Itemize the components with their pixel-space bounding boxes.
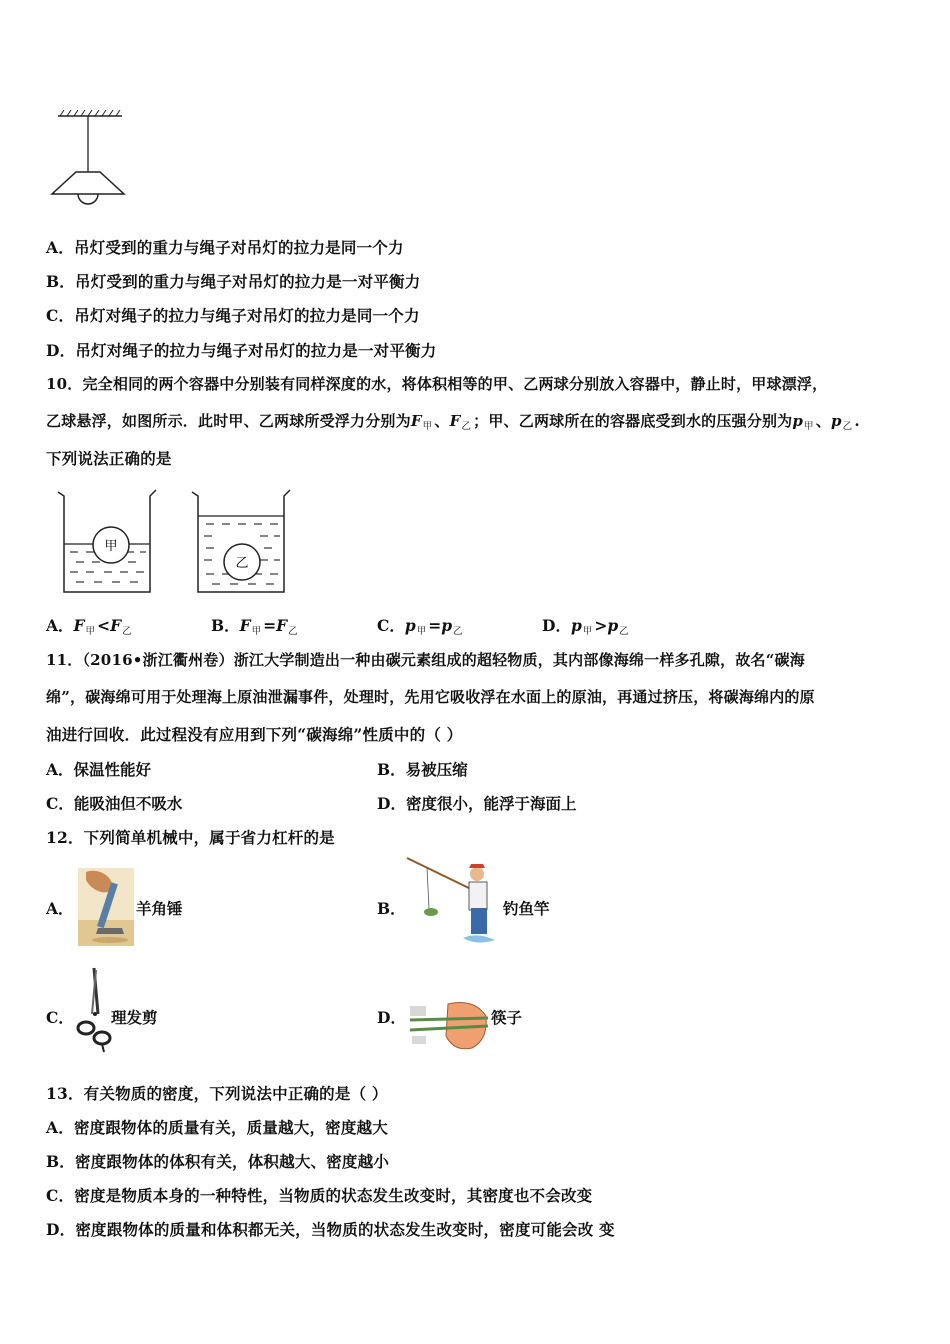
q10-stem-line1: 10．完全相同的两个容器中分别装有同样深度的水，将体积相等的甲、乙两球分别放入容器中，静止时，甲球漂浮， [46,375,828,393]
q12-option-d-text: 筷子 [491,1008,523,1027]
q13-stem: 13．有关物质的密度，下列说法中正确的是（ ） [46,1084,388,1103]
q9-option-a: A．吊灯受到的重力与绳子对吊灯的拉力是同一个力 [46,238,404,257]
claw-hammer-image [78,868,134,946]
q10-stem-line2: 乙球悬浮，如图所示．此时甲、乙两球所受浮力分别为$F_甲$ 、$F_乙$ ；甲、乙两球所在的容器底受到水的压强分别为$p_甲$ 、$p_乙$ . [46,412,860,432]
q10-option-a: A．F甲 <F乙 [46,616,132,637]
ball-jia-label: 甲 [104,539,118,554]
hanging-lamp-figure [48,110,128,210]
beaker-right [190,488,292,598]
q12-option-d-label: D． [377,1008,406,1027]
hair-scissors-image [74,966,114,1054]
q13-option-c: C．密度是物质本身的一种特性，当物质的状态发生改变时，其密度也不会改变 [46,1186,593,1205]
q13-option-b: B．密度跟物体的体积有关，体积越大、密度越小 [46,1152,390,1171]
q11-option-c: C．能吸油但不吸水 [46,794,183,813]
chopsticks-image [408,996,490,1054]
q12-option-a-label: A． [46,899,74,918]
q10-stem-line3: 下列说法正确的是 [46,449,172,468]
q12-option-c-label: C． [46,1008,74,1027]
q11-stem-line3: 油进行回收．此过程没有应用到下列“碳海绵”性质中的（ ） [46,725,463,744]
q9-option-b: B．吊灯受到的重力与绳子对吊灯的拉力是一对平衡力 [46,272,421,291]
q11-stem-line1: 11．（2016•浙江衢州卷）浙江大学制造出一种由碳元素组成的超轻物质，其内部像海绵一样多孔隙，故名“碳海 [46,651,805,669]
q11-option-a: A．保温性能好 [46,760,152,779]
q10-option-d: D．p甲 >p乙 [542,616,629,637]
beaker-left [56,488,158,598]
q12-stem: 12．下列简单机械中，属于省力杠杆的是 [46,828,335,847]
q9-option-d: D．吊灯对绳子的拉力与绳子对吊灯的拉力是一对平衡力 [46,341,437,360]
q10-option-b: B．F甲 =F乙 [211,616,298,637]
q10-option-c: C．p甲 =p乙 [377,616,463,637]
q13-option-d: D．密度跟物体的质量和体积都无关，当物质的状态发生改变时，密度可能会改 变 [46,1220,615,1239]
q12-option-a-text: 羊角锤 [136,899,183,918]
q11-option-d: D．密度很小，能浮于海面上 [377,794,577,813]
q12-option-b-label: B． [377,899,406,918]
q13-option-a: A．密度跟物体的质量有关，质量越大，密度越大 [46,1118,388,1137]
q11-option-b: B．易被压缩 [377,760,468,779]
fishing-rod-image [405,856,501,948]
q12-option-b-text: 钓鱼竿 [503,899,550,918]
q11-stem-line2: 绵”，碳海绵可用于处理海上原油泄漏事件，处理时，先用它吸收浮在水面上的原油，再通过挤压，将碳海绵内的原 [46,688,815,706]
q12-option-c-text: 理发剪 [111,1008,158,1027]
q9-option-c: C．吊灯对绳子的拉力与绳子对吊灯的拉力是同一个力 [46,306,420,325]
ball-yi-label: 乙 [235,556,249,571]
